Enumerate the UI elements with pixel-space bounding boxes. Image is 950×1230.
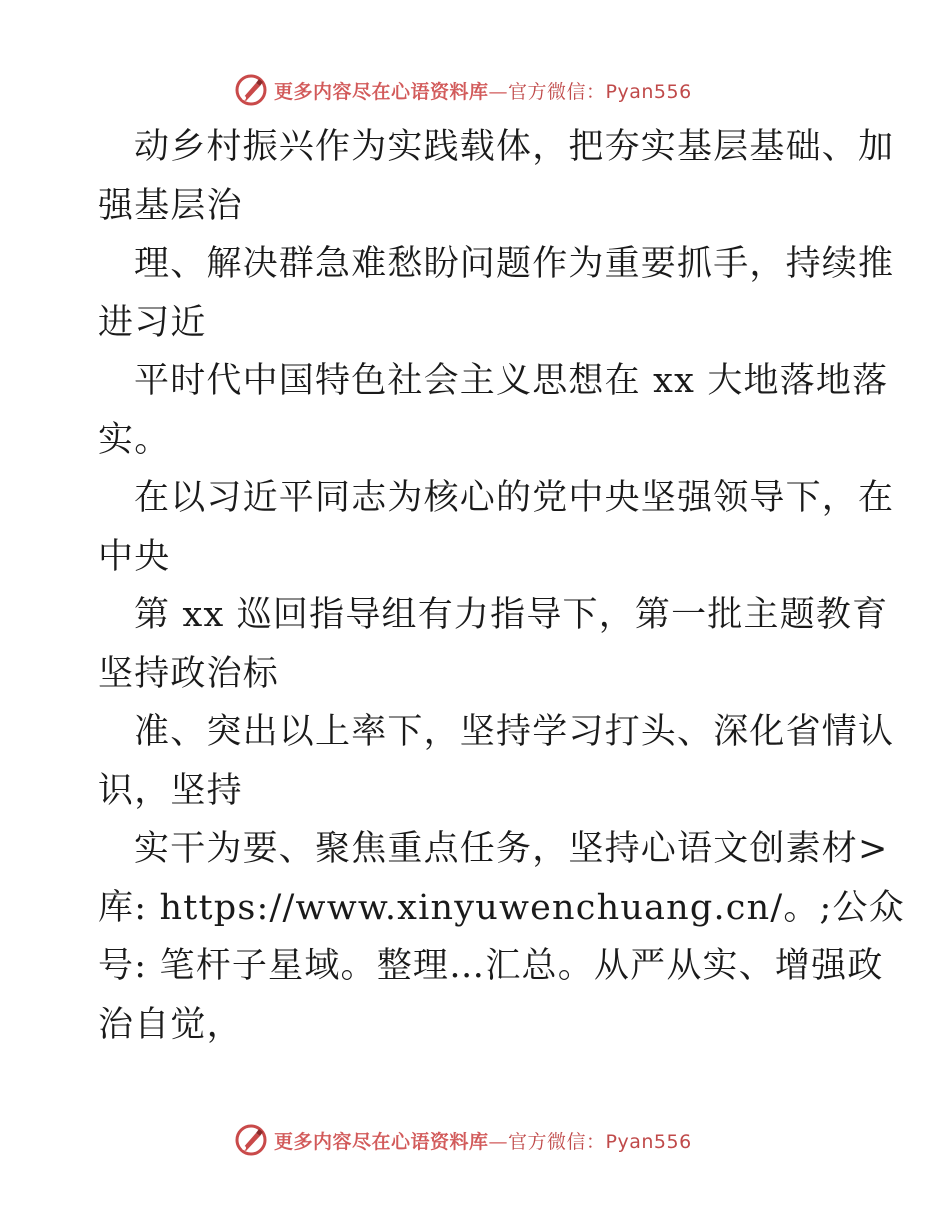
watermark-dash: — xyxy=(488,80,509,103)
text-line: 在以习近平同志为核心的党中央坚强领导下，在 xyxy=(134,478,895,518)
text-line: 第 xx 巡回指导组有力指导下，第一批主题教育 xyxy=(134,595,889,635)
text-line: 强基层治 xyxy=(98,185,243,226)
text-line: 识，坚持 xyxy=(98,770,243,811)
text-line: 实干为要、聚焦重点任务，坚持心语文创素材> xyxy=(134,829,889,869)
text-line: 准、突出以上率下，坚持学习打头、深化省情认 xyxy=(134,712,895,752)
watermark-title: 更多内容尽在心语资料库 xyxy=(274,80,489,103)
text-line: 进习近 xyxy=(98,302,207,343)
text-line: 平时代中国特色社会主义思想在 xx 大地落地落 xyxy=(134,361,889,401)
text-line: 理、解决群急难愁盼问题作为重要抓手，持续推 xyxy=(134,244,895,284)
watermark-title: 更多内容尽在心语资料库 xyxy=(274,1130,489,1153)
text-line: 中央 xyxy=(98,536,171,577)
text-line: 动乡村振兴作为实践载体，把夯实基层基础、加 xyxy=(134,127,895,167)
text-line: 坚持政治标 xyxy=(98,653,280,694)
header-watermark xyxy=(234,72,692,108)
text-line: 库: https://www.xinyuwenchuang.cn/。;公众 xyxy=(98,887,905,928)
watermark-wechat-id: Pyan556 xyxy=(605,80,692,103)
footer-watermark xyxy=(234,1122,692,1158)
pen-logo-icon xyxy=(234,73,268,107)
text-line: 实。 xyxy=(98,419,171,460)
text-line: 治自觉， xyxy=(98,1004,243,1045)
watermark-wechat-label: 官方微信： xyxy=(508,80,606,103)
text-line: 号: 笔杆子星域。整理…汇总。从严从实、增强政 xyxy=(98,946,884,986)
watermark-dash: — xyxy=(488,1130,509,1153)
pen-logo-icon xyxy=(234,1123,268,1157)
watermark-wechat-label: 官方微信： xyxy=(508,1130,606,1153)
watermark-wechat-id: Pyan556 xyxy=(605,1130,692,1153)
document-body xyxy=(98,118,905,1054)
